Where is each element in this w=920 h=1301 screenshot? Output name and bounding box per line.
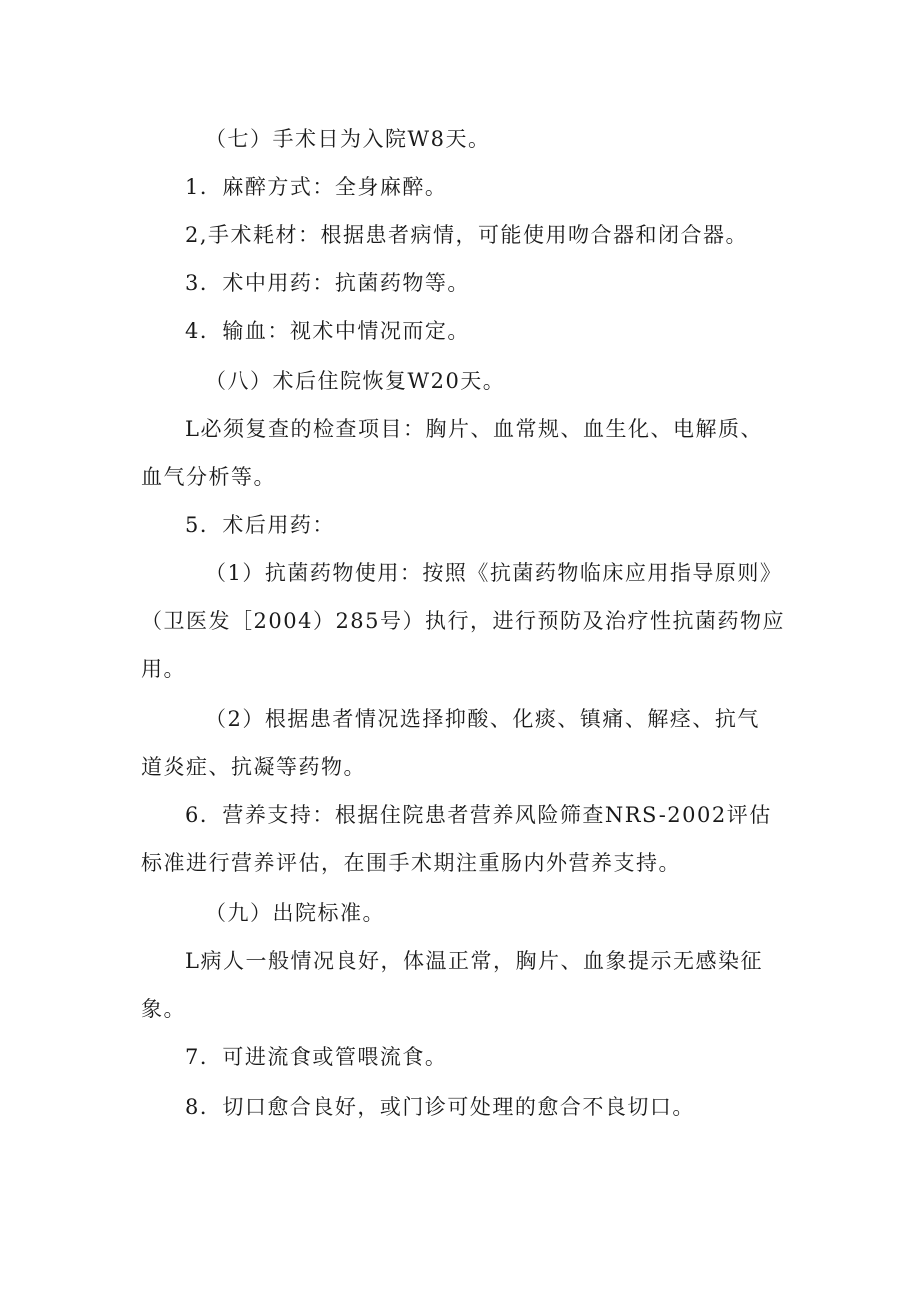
section-heading-surgery-day: （七）手术日为入院W8天。: [205, 127, 491, 151]
paragraph-discharge-condition-cont: 象。: [141, 997, 186, 1021]
paragraph-other-drugs: （2）根据患者情况选择抑酸、化痰、镇痛、解痉、抗气: [205, 707, 760, 731]
paragraph-antibiotics: （1）抗菌药物使用：按照《抗菌药物临床应用指导原则》: [205, 561, 783, 585]
paragraph-antibiotics-cont: （卫医发［2004）285号）执行，进行预防及治疗性抗菌药物应: [141, 609, 786, 633]
paragraph-postop-drugs: 5．术后用药：: [185, 513, 335, 537]
paragraph-required-tests: L必须复查的检查项目：胸片、血常规、血生化、电解质、: [185, 417, 763, 441]
paragraph-anesthesia: 1．麻醉方式：全身麻醉。: [185, 175, 448, 199]
paragraph-intraoperative-drugs: 3．术中用药：抗菌药物等。: [185, 271, 470, 295]
paragraph-diet: 7．可进流食或管喂流食。: [185, 1045, 448, 1069]
paragraph-transfusion: 4．输血：视术中情况而定。: [185, 319, 470, 343]
paragraph-discharge-condition: L病人一般情况良好，体温正常，胸片、血象提示无感染征: [185, 949, 763, 973]
paragraph-incision: 8．切口愈合良好，或门诊可处理的愈合不良切口。: [185, 1095, 695, 1119]
paragraph-antibiotics-end: 用。: [141, 657, 186, 681]
section-heading-discharge: （九）出院标准。: [205, 901, 385, 925]
paragraph-nutrition: 6．营养支持：根据住院患者营养风险筛查NRS-2002评估: [185, 803, 772, 827]
paragraph-surgical-supplies: 2,手术耗材：根据患者病情，可能使用吻合器和闭合器。: [185, 223, 749, 247]
paragraph-other-drugs-cont: 道炎症、抗凝等药物。: [141, 755, 366, 779]
paragraph-nutrition-cont: 标准进行营养评估，在围手术期注重肠内外营养支持。: [141, 851, 681, 875]
section-heading-postop-recovery: （八）术后住院恢复W20天。: [205, 369, 506, 393]
paragraph-required-tests-cont: 血气分析等。: [141, 465, 276, 489]
